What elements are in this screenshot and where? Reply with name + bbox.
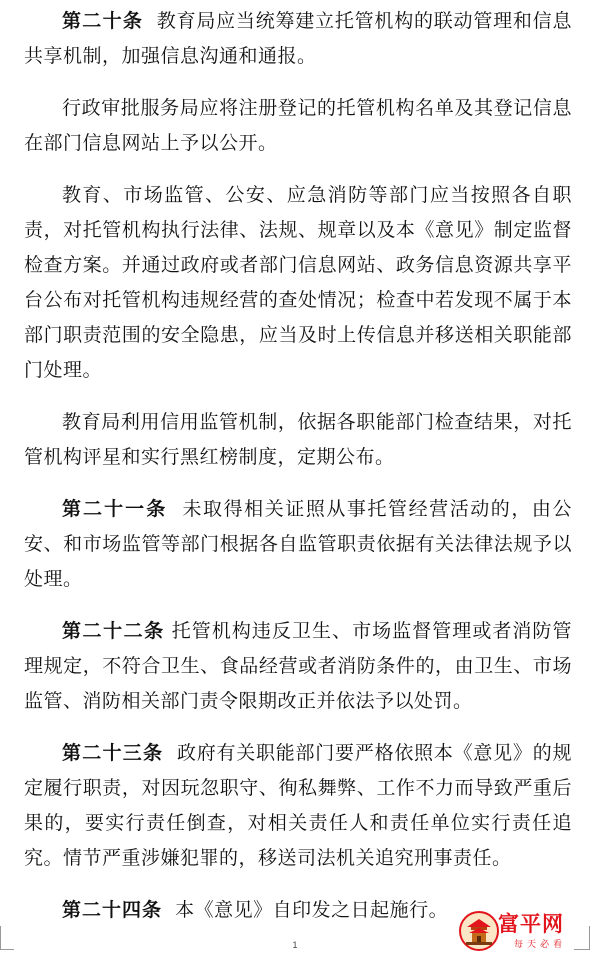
paragraph-article-22: [24, 614, 572, 719]
paragraph: [24, 178, 572, 388]
document-page: [24, 0, 572, 928]
article-heading: 第二十四条: [62, 899, 163, 921]
article-heading: 第二十一条: [62, 498, 168, 520]
watermark-brand: 富平网: [498, 912, 564, 936]
article-heading: 第二十三条: [62, 742, 164, 764]
paragraph-article-23: [24, 736, 572, 876]
paragraph-text: 教育、市场监管、公安、应急消防等部门应当按照各自职责，对托管机构执行法律、法规、规章以及本《意见》制定监督检查方案。并通过政府或者部门信息网站、政务信息资源共享平台公布对托管机构违规经营的查处情况；检查中若发现不属于本部门职责范围的安全隐患，应当及时上传信息并移送相关职能部门处理。: [24, 184, 572, 381]
pagoda-emblem-icon: [458, 910, 500, 952]
article-heading: 第二十二条: [62, 620, 165, 642]
paragraph-text: 政府有关职能部门要严格依照本《意见》的规定履行职责，对因玩忽职守、徇私舞弊、工作不力而导致严重后果的，要实行责任倒查，对相关责任人和责任单位实行责任追究。情节严重涉嫌犯罪的，移送司法机关追究刑事责任。: [24, 742, 572, 869]
page-number: 1: [292, 940, 298, 950]
watermark-slogan: 每天必看: [514, 940, 567, 950]
paragraph: [24, 91, 572, 161]
article-heading: 第二十条: [62, 10, 144, 32]
paragraph-article-21: [24, 492, 572, 597]
paragraph-text: 行政审批服务局应将注册登记的托管机构名单及其登记信息在部门信息网站上予以公开。: [24, 97, 572, 154]
paragraph-article-20: [24, 4, 572, 74]
paragraph-text: 教育局利用信用监管机制，依据各职能部门检查结果，对托管机构评星和实行黑红榜制度，定期公布。: [24, 411, 572, 468]
paragraph: [24, 405, 572, 475]
paragraph-text: 本《意见》自印发之日起施行。: [175, 899, 449, 921]
paragraph-text: 未取得相关证照从事托管经营活动的，由公安、和市场监管等部门根据各自监管职责依据有关法律法规予以处理。: [24, 498, 572, 590]
paragraph-text: 教育局应当统筹建立托管机构的联动管理和信息共享机制，加强信息沟通和通报。: [24, 10, 572, 67]
watermark-logo: [458, 907, 588, 955]
paragraph-text: 托管机构违反卫生、市场监督管理或者消防管理规定，不符合卫生、食品经营或者消防条件的，由卫生、市场监管、消防相关部门责令限期改正并依法予以处罚。: [24, 620, 572, 712]
